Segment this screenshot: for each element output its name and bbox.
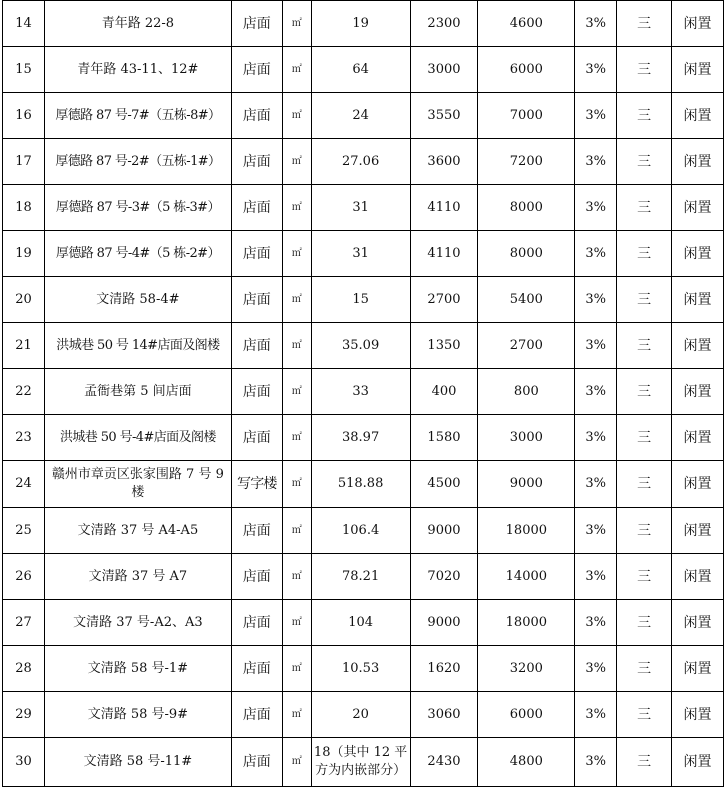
- row-number: 15: [3, 47, 45, 93]
- address-cell: 文清路 58 号-1#: [44, 646, 231, 692]
- address-cell: 文清路 58 号-9#: [44, 692, 231, 738]
- status-cell: 闲置: [672, 277, 724, 323]
- unit-cell: ㎡: [282, 554, 311, 600]
- value-cell-1: 400: [410, 369, 478, 415]
- property-type-cell: 店面: [231, 692, 282, 738]
- property-type-cell: 店面: [231, 93, 282, 139]
- unit-cell: ㎡: [282, 600, 311, 646]
- address-cell: 赣州市章贡区张家围路 7 号 9 楼: [44, 461, 231, 508]
- address-cell: 青年路 22-8: [44, 1, 231, 47]
- rate-cell: 3%: [575, 646, 617, 692]
- unit-cell: ㎡: [282, 508, 311, 554]
- value-cell-2: 6000: [478, 692, 575, 738]
- row-number: 16: [3, 93, 45, 139]
- status-cell: 闲置: [672, 369, 724, 415]
- area-cell: 104: [311, 600, 410, 646]
- rate-cell: 3%: [575, 600, 617, 646]
- status-cell: 闲置: [672, 323, 724, 369]
- status-cell: 闲置: [672, 508, 724, 554]
- value-cell-2: 8000: [478, 231, 575, 277]
- table-row: [3, 139, 724, 185]
- address-cell: 洪城巷 50 号-4#店面及阁楼: [44, 415, 231, 461]
- grade-cell: 三: [617, 646, 672, 692]
- property-type-cell: 店面: [231, 1, 282, 47]
- table-row: [3, 47, 724, 93]
- grade-cell: 三: [617, 93, 672, 139]
- unit-cell: ㎡: [282, 277, 311, 323]
- table-row: [3, 323, 724, 369]
- value-cell-1: 1620: [410, 646, 478, 692]
- area-cell: 106.4: [311, 508, 410, 554]
- grade-cell: 三: [617, 692, 672, 738]
- value-cell-1: 4110: [410, 231, 478, 277]
- value-cell-1: 7020: [410, 554, 478, 600]
- row-number: 23: [3, 415, 45, 461]
- value-cell-2: 18000: [478, 508, 575, 554]
- row-number: 25: [3, 508, 45, 554]
- rate-cell: 3%: [575, 47, 617, 93]
- property-type-cell: 店面: [231, 554, 282, 600]
- row-number: 26: [3, 554, 45, 600]
- rate-cell: 3%: [575, 93, 617, 139]
- rate-cell: 3%: [575, 738, 617, 787]
- address-cell: 厚德路 87 号-4#（5 栋-2#）: [44, 231, 231, 277]
- status-cell: 闲置: [672, 554, 724, 600]
- value-cell-2: 800: [478, 369, 575, 415]
- value-cell-1: 4110: [410, 185, 478, 231]
- value-cell-1: 2430: [410, 738, 478, 787]
- grade-cell: 三: [617, 461, 672, 508]
- property-listing-table: [2, 0, 724, 787]
- rate-cell: 3%: [575, 323, 617, 369]
- address-cell: 青年路 43-11、12#: [44, 47, 231, 93]
- grade-cell: 三: [617, 600, 672, 646]
- unit-cell: ㎡: [282, 369, 311, 415]
- row-number: 27: [3, 600, 45, 646]
- row-number: 22: [3, 369, 45, 415]
- value-cell-1: 3000: [410, 47, 478, 93]
- unit-cell: ㎡: [282, 93, 311, 139]
- property-type-cell: 店面: [231, 415, 282, 461]
- grade-cell: 三: [617, 231, 672, 277]
- table-row: [3, 185, 724, 231]
- value-cell-2: 8000: [478, 185, 575, 231]
- unit-cell: ㎡: [282, 415, 311, 461]
- property-type-cell: 店面: [231, 600, 282, 646]
- grade-cell: 三: [617, 738, 672, 787]
- address-cell: 文清路 58 号-11#: [44, 738, 231, 787]
- address-cell: 文清路 37 号 A4-A5: [44, 508, 231, 554]
- status-cell: 闲置: [672, 415, 724, 461]
- rate-cell: 3%: [575, 461, 617, 508]
- address-cell: 文清路 37 号 A7: [44, 554, 231, 600]
- rate-cell: 3%: [575, 692, 617, 738]
- area-cell: 64: [311, 47, 410, 93]
- address-cell: 文清路 58-4#: [44, 277, 231, 323]
- property-type-cell: 店面: [231, 47, 282, 93]
- table-row: [3, 554, 724, 600]
- area-cell: 518.88: [311, 461, 410, 508]
- grade-cell: 三: [617, 554, 672, 600]
- value-cell-2: 18000: [478, 600, 575, 646]
- grade-cell: 三: [617, 369, 672, 415]
- value-cell-1: 9000: [410, 600, 478, 646]
- area-cell: 31: [311, 185, 410, 231]
- area-cell: 10.53: [311, 646, 410, 692]
- unit-cell: ㎡: [282, 47, 311, 93]
- status-cell: 闲置: [672, 738, 724, 787]
- rate-cell: 3%: [575, 185, 617, 231]
- row-number: 19: [3, 231, 45, 277]
- rate-cell: 3%: [575, 415, 617, 461]
- unit-cell: ㎡: [282, 692, 311, 738]
- table-row: [3, 93, 724, 139]
- table-row: [3, 1, 724, 47]
- value-cell-2: 2700: [478, 323, 575, 369]
- status-cell: 闲置: [672, 47, 724, 93]
- value-cell-1: 3550: [410, 93, 478, 139]
- status-cell: 闲置: [672, 600, 724, 646]
- address-cell: 洪城巷 50 号 14#店面及阁楼: [44, 323, 231, 369]
- grade-cell: 三: [617, 415, 672, 461]
- status-cell: 闲置: [672, 93, 724, 139]
- table-row: [3, 461, 724, 508]
- area-cell: 33: [311, 369, 410, 415]
- address-cell: 孟衙巷第 5 间店面: [44, 369, 231, 415]
- grade-cell: 三: [617, 277, 672, 323]
- table-row: [3, 508, 724, 554]
- unit-cell: ㎡: [282, 461, 311, 508]
- grade-cell: 三: [617, 323, 672, 369]
- property-type-cell: 店面: [231, 185, 282, 231]
- value-cell-2: 4600: [478, 1, 575, 47]
- table-body: [3, 1, 724, 787]
- unit-cell: ㎡: [282, 139, 311, 185]
- property-type-cell: 店面: [231, 277, 282, 323]
- area-cell: 27.06: [311, 139, 410, 185]
- row-number: 21: [3, 323, 45, 369]
- unit-cell: ㎡: [282, 1, 311, 47]
- rate-cell: 3%: [575, 277, 617, 323]
- value-cell-1: 1580: [410, 415, 478, 461]
- property-type-cell: 店面: [231, 323, 282, 369]
- status-cell: 闲置: [672, 461, 724, 508]
- area-cell: 38.97: [311, 415, 410, 461]
- grade-cell: 三: [617, 139, 672, 185]
- property-type-cell: 写字楼: [231, 461, 282, 508]
- area-cell: 18（其中 12 平方为内嵌部分）: [311, 738, 410, 787]
- area-cell: 24: [311, 93, 410, 139]
- property-type-cell: 店面: [231, 139, 282, 185]
- value-cell-2: 9000: [478, 461, 575, 508]
- status-cell: 闲置: [672, 646, 724, 692]
- grade-cell: 三: [617, 508, 672, 554]
- value-cell-1: 3060: [410, 692, 478, 738]
- value-cell-2: 3200: [478, 646, 575, 692]
- address-cell: 文清路 37 号-A2、A3: [44, 600, 231, 646]
- value-cell-1: 2700: [410, 277, 478, 323]
- table-row: [3, 369, 724, 415]
- value-cell-2: 6000: [478, 47, 575, 93]
- row-number: 14: [3, 1, 45, 47]
- value-cell-2: 7000: [478, 93, 575, 139]
- rate-cell: 3%: [575, 554, 617, 600]
- row-number: 30: [3, 738, 45, 787]
- value-cell-2: 5400: [478, 277, 575, 323]
- value-cell-1: 9000: [410, 508, 478, 554]
- value-cell-1: 2300: [410, 1, 478, 47]
- value-cell-2: 7200: [478, 139, 575, 185]
- value-cell-2: 14000: [478, 554, 575, 600]
- table-row: [3, 277, 724, 323]
- table-row: [3, 646, 724, 692]
- area-cell: 78.21: [311, 554, 410, 600]
- address-cell: 厚德路 87 号-7#（五栋-8#）: [44, 93, 231, 139]
- row-number: 17: [3, 139, 45, 185]
- value-cell-2: 3000: [478, 415, 575, 461]
- status-cell: 闲置: [672, 231, 724, 277]
- value-cell-2: 4800: [478, 738, 575, 787]
- property-type-cell: 店面: [231, 369, 282, 415]
- address-cell: 厚德路 87 号-2#（五栋-1#）: [44, 139, 231, 185]
- unit-cell: ㎡: [282, 231, 311, 277]
- value-cell-1: 1350: [410, 323, 478, 369]
- area-cell: 20: [311, 692, 410, 738]
- unit-cell: ㎡: [282, 738, 311, 787]
- status-cell: 闲置: [672, 185, 724, 231]
- property-type-cell: 店面: [231, 231, 282, 277]
- area-cell: 31: [311, 231, 410, 277]
- unit-cell: ㎡: [282, 185, 311, 231]
- property-type-cell: 店面: [231, 646, 282, 692]
- address-cell: 厚德路 87 号-3#（5 栋-3#）: [44, 185, 231, 231]
- area-cell: 15: [311, 277, 410, 323]
- property-type-cell: 店面: [231, 738, 282, 787]
- rate-cell: 3%: [575, 1, 617, 47]
- value-cell-1: 3600: [410, 139, 478, 185]
- rate-cell: 3%: [575, 231, 617, 277]
- property-type-cell: 店面: [231, 508, 282, 554]
- rate-cell: 3%: [575, 369, 617, 415]
- row-number: 28: [3, 646, 45, 692]
- area-cell: 35.09: [311, 323, 410, 369]
- area-cell: 19: [311, 1, 410, 47]
- row-number: 24: [3, 461, 45, 508]
- grade-cell: 三: [617, 1, 672, 47]
- value-cell-1: 4500: [410, 461, 478, 508]
- table-row: [3, 738, 724, 787]
- row-number: 29: [3, 692, 45, 738]
- table-row: [3, 415, 724, 461]
- status-cell: 闲置: [672, 1, 724, 47]
- table-row: [3, 692, 724, 738]
- unit-cell: ㎡: [282, 323, 311, 369]
- table-row: [3, 231, 724, 277]
- rate-cell: 3%: [575, 508, 617, 554]
- grade-cell: 三: [617, 185, 672, 231]
- status-cell: 闲置: [672, 139, 724, 185]
- unit-cell: ㎡: [282, 646, 311, 692]
- row-number: 18: [3, 185, 45, 231]
- status-cell: 闲置: [672, 692, 724, 738]
- row-number: 20: [3, 277, 45, 323]
- table-row: [3, 600, 724, 646]
- rate-cell: 3%: [575, 139, 617, 185]
- grade-cell: 三: [617, 47, 672, 93]
